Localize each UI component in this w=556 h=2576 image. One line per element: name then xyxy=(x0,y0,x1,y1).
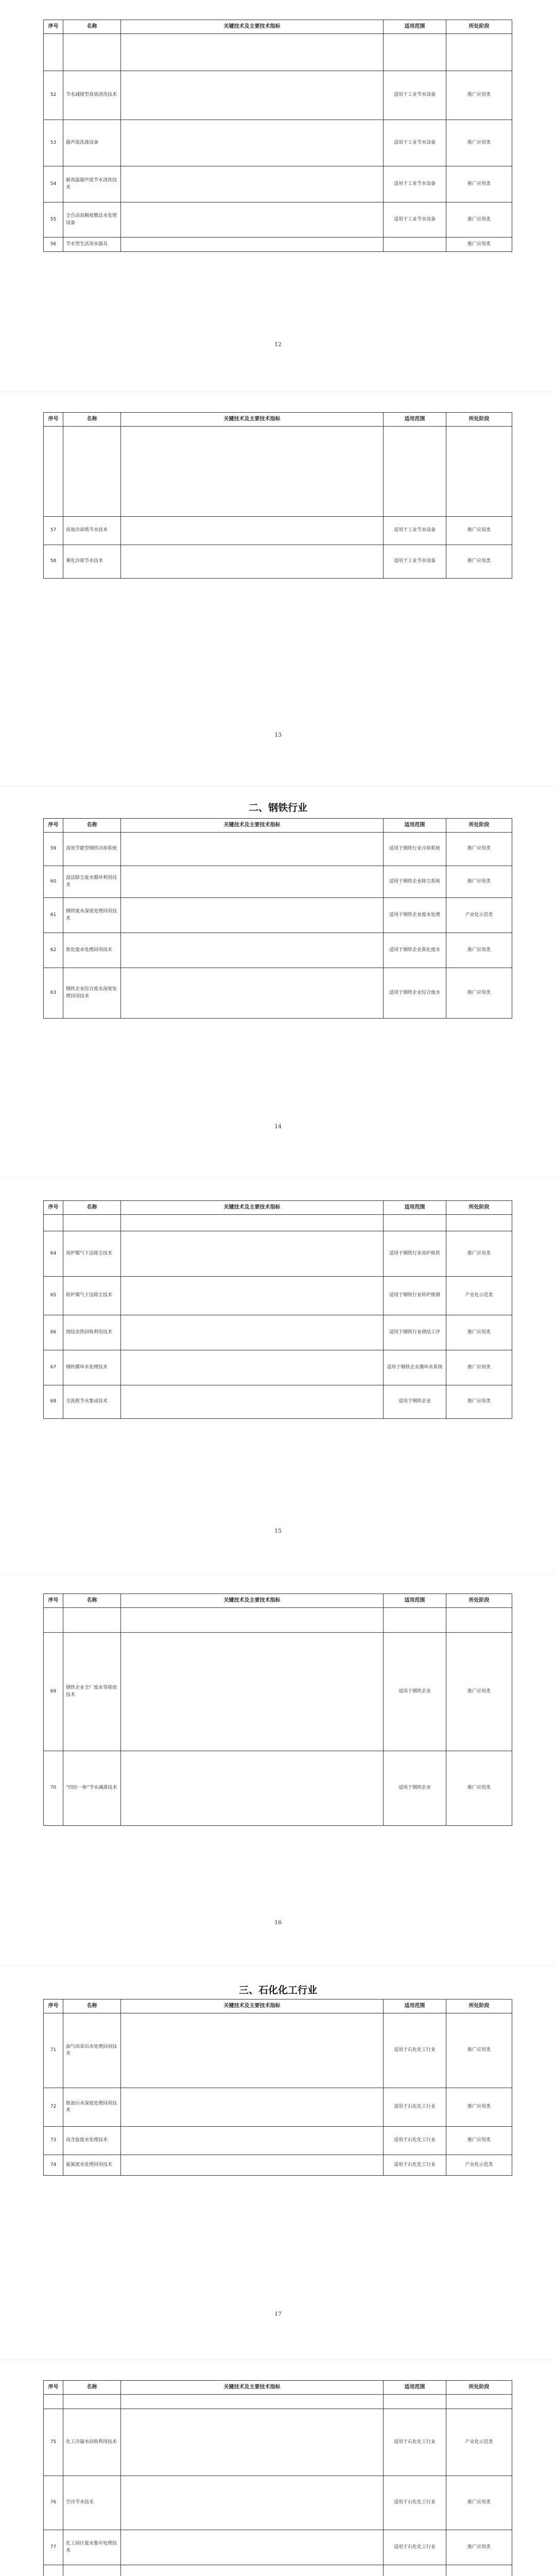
row-promotion: 推广应用类 xyxy=(446,166,512,202)
row-desc xyxy=(121,166,384,202)
page-divider xyxy=(0,1177,556,1178)
row-name: 节水减排型高效清洗技术 xyxy=(63,71,121,120)
row-promotion: 推广应用类 xyxy=(446,2088,512,2127)
row-no: 74 xyxy=(44,2155,63,2176)
row-desc xyxy=(121,1751,384,1826)
row-no: 67 xyxy=(44,1350,63,1385)
row-desc xyxy=(121,2476,384,2530)
technology-table xyxy=(43,412,512,579)
row-promotion: 推广应用类 xyxy=(446,202,512,238)
header-scope: 适用范围 xyxy=(384,1201,446,1215)
row-scope xyxy=(384,1215,446,1231)
row-name xyxy=(63,1215,121,1231)
row-no: 76 xyxy=(44,2476,63,2530)
table-row xyxy=(44,166,512,202)
row-promotion: 推广应用类 xyxy=(446,2530,512,2565)
page-number: 16 xyxy=(274,1919,282,1926)
row-scope: 适用于石化化工行业 xyxy=(384,2155,446,2176)
row-no xyxy=(44,1215,63,1231)
row-scope: 适用于钢铁行业转炉炼钢 xyxy=(384,1277,446,1315)
table-row xyxy=(44,202,512,238)
table-header-row xyxy=(44,1999,512,2013)
row-name xyxy=(63,2395,121,2409)
row-name: 雾化冷却节水技术 xyxy=(63,545,121,579)
row-scope: 适用于钢铁行业高炉炼铁 xyxy=(384,1231,446,1277)
technology-table xyxy=(43,1200,512,1419)
row-no: 52 xyxy=(44,71,63,120)
row-scope: 适用于工业节水设备 xyxy=(384,120,446,166)
row-name: 炼油污水深度处理回用技术 xyxy=(63,2088,121,2127)
row-name: 高炉煤气干法除尘技术 xyxy=(63,1231,121,1277)
row-no: 56 xyxy=(44,238,63,252)
row-desc xyxy=(121,2565,384,2576)
row-scope: 适用于石化化工行业 xyxy=(384,2088,446,2127)
row-no: 54 xyxy=(44,166,63,202)
row-desc xyxy=(121,2530,384,2565)
row-scope xyxy=(384,1608,446,1633)
row-scope: 适用于工业节水设备 xyxy=(384,71,446,120)
page-number: 14 xyxy=(274,1123,282,1130)
row-scope: 适用于石化化工行业 xyxy=(384,2476,446,2530)
row-no: 73 xyxy=(44,2127,63,2155)
row-promotion: 推广应用类 xyxy=(446,1350,512,1385)
table-row xyxy=(44,1277,512,1315)
row-desc xyxy=(121,2409,384,2476)
section-title: 二、钢铁行业 xyxy=(248,802,307,814)
table-row xyxy=(44,1633,512,1751)
row-no xyxy=(44,34,63,71)
page-number: 15 xyxy=(274,1528,282,1534)
row-promotion xyxy=(446,34,512,71)
row-no: 65 xyxy=(44,1277,63,1315)
header-promotion: 所处阶段 xyxy=(446,2381,512,2395)
row-promotion: 产业化示范类 xyxy=(446,2155,512,2176)
row-scope: 适用于钢铁行业冷却系统 xyxy=(384,833,446,866)
technology-table xyxy=(43,20,512,252)
row-name: 耐高温超声波节水清洗技术 xyxy=(63,166,121,202)
table-row xyxy=(44,2155,512,2176)
header-desc: 关键技术及主要技术指标 xyxy=(121,1201,384,1215)
row-scope xyxy=(384,2395,446,2409)
row-scope: 适用于石化化工行业 xyxy=(384,2530,446,2565)
row-promotion: 推广应用类 xyxy=(446,2013,512,2088)
row-promotion: 推广应用类 xyxy=(446,2127,512,2155)
row-promotion: 推广应用类 xyxy=(446,1231,512,1277)
table-row xyxy=(44,517,512,545)
header-desc: 关键技术及主要技术指标 xyxy=(121,1594,384,1608)
row-desc xyxy=(121,2395,384,2409)
row-name: 高效冷却塔节水技术 xyxy=(63,517,121,545)
row-name: “四位一体”节水减排技术 xyxy=(63,1751,121,1826)
row-desc xyxy=(121,1215,384,1231)
header-name: 名称 xyxy=(63,1999,121,2013)
row-scope: 适用于钢铁企业废水处理 xyxy=(384,898,446,933)
table-row xyxy=(44,71,512,120)
page-number: 13 xyxy=(274,732,282,738)
row-no xyxy=(44,427,63,517)
table-row xyxy=(44,1215,512,1231)
header-no: 序号 xyxy=(44,1999,63,2013)
row-desc xyxy=(121,1231,384,1277)
table-row xyxy=(44,2013,512,2088)
row-promotion: 产业化示范类 xyxy=(446,2409,512,2476)
row-scope xyxy=(384,427,446,517)
row-name xyxy=(63,2565,121,2576)
row-no xyxy=(44,2395,63,2409)
row-desc xyxy=(121,1608,384,1633)
row-scope: 适用于钢铁企业 xyxy=(384,1751,446,1826)
row-name xyxy=(63,427,121,517)
row-scope xyxy=(384,34,446,71)
row-name: 氨氮废水处理回用技术 xyxy=(63,2155,121,2176)
row-scope: 适用于钢铁企业 xyxy=(384,1633,446,1751)
row-desc xyxy=(121,2155,384,2176)
table-row xyxy=(44,833,512,866)
technology-table xyxy=(43,1999,512,2176)
table-row xyxy=(44,968,512,1019)
row-name: 节水型生活用水器具 xyxy=(63,238,121,252)
header-no: 序号 xyxy=(44,1594,63,1608)
row-desc xyxy=(121,833,384,866)
table-row xyxy=(44,1385,512,1419)
header-desc: 关键技术及主要技术指标 xyxy=(121,413,384,427)
row-promotion: 推广应用类 xyxy=(446,517,512,545)
row-scope: 适用于石化化工行业 xyxy=(384,2013,446,2088)
row-desc xyxy=(121,545,384,579)
row-scope: 适用于工业节水设备 xyxy=(384,517,446,545)
row-scope: 适用于钢铁企业循环水系统 xyxy=(384,1350,446,1385)
row-no: 62 xyxy=(44,933,63,968)
row-promotion: 推广应用类 xyxy=(446,71,512,120)
row-no: 64 xyxy=(44,1231,63,1277)
row-scope xyxy=(384,2565,446,2576)
technology-table xyxy=(43,1594,512,1826)
header-name: 名称 xyxy=(63,1201,121,1215)
row-promotion: 推广应用类 xyxy=(446,1751,512,1826)
row-no: 70 xyxy=(44,1751,63,1826)
row-promotion: 推广应用类 xyxy=(446,1385,512,1419)
header-scope: 适用范围 xyxy=(384,819,446,833)
header-promotion: 所处阶段 xyxy=(446,819,512,833)
table-row xyxy=(44,2476,512,2530)
row-name: 高效节能型钢铁冷却系统 xyxy=(63,833,121,866)
row-name: 化工冷凝水回收利用技术 xyxy=(63,2409,121,2476)
row-scope: 适用于工业节水设备 xyxy=(384,545,446,579)
row-promotion: 推广应用类 xyxy=(446,120,512,166)
row-scope xyxy=(384,238,446,252)
table-row xyxy=(44,427,512,517)
table-row xyxy=(44,898,512,933)
header-promotion: 所处阶段 xyxy=(446,1999,512,2013)
row-promotion: 推广应用类 xyxy=(446,545,512,579)
table-header-row xyxy=(44,819,512,833)
row-promotion: 推广应用类 xyxy=(446,238,512,252)
page-number: 12 xyxy=(274,341,282,348)
row-desc xyxy=(121,517,384,545)
row-promotion: 推广应用类 xyxy=(446,1633,512,1751)
table-row xyxy=(44,1315,512,1350)
row-no: 72 xyxy=(44,2088,63,2127)
row-scope: 适用于石化化工行业 xyxy=(384,2409,446,2476)
header-no: 序号 xyxy=(44,413,63,427)
table-header-row xyxy=(44,20,512,34)
row-promotion: 推广应用类 xyxy=(446,866,512,898)
row-no: 66 xyxy=(44,1315,63,1350)
header-scope: 适用范围 xyxy=(384,1999,446,2013)
row-name: 全自动高精度膜法水处理设备 xyxy=(63,202,121,238)
header-no: 序号 xyxy=(44,20,63,34)
row-name xyxy=(63,1608,121,1633)
row-name: 油气田采出水处理回用技术 xyxy=(63,2013,121,2088)
row-desc xyxy=(121,34,384,71)
table-header-row xyxy=(44,1201,512,1215)
header-desc: 关键技术及主要技术指标 xyxy=(121,819,384,833)
row-name: 焦化废水处理回用技术 xyxy=(63,933,121,968)
table-row xyxy=(44,2395,512,2409)
row-no: 68 xyxy=(44,1385,63,1419)
row-name: 钢铁企业全厂废水零排放技术 xyxy=(63,1633,121,1751)
table-row xyxy=(44,1751,512,1826)
row-promotion: 推广应用类 xyxy=(446,2476,512,2530)
page-divider xyxy=(0,1965,556,1966)
row-scope: 适用于石化化工行业 xyxy=(384,2127,446,2155)
header-name: 名称 xyxy=(63,20,121,34)
row-no: 63 xyxy=(44,968,63,1019)
technology-table xyxy=(43,2380,512,2576)
row-desc xyxy=(121,2088,384,2127)
row-no: 71 xyxy=(44,2013,63,2088)
row-no: 57 xyxy=(44,517,63,545)
row-promotion xyxy=(446,427,512,517)
row-name: 化工园区废水集中处理技术 xyxy=(63,2530,121,2565)
row-no: 53 xyxy=(44,120,63,166)
header-no: 序号 xyxy=(44,2381,63,2395)
row-desc xyxy=(121,1350,384,1385)
row-promotion: 产业化示范类 xyxy=(446,1277,512,1315)
row-no: 60 xyxy=(44,866,63,898)
row-name: 钢铁废水深度处理回用技术 xyxy=(63,898,121,933)
row-name: 钢铁企业综合废水深度处理回用技术 xyxy=(63,968,121,1019)
row-no: 77 xyxy=(44,2530,63,2565)
header-name: 名称 xyxy=(63,2381,121,2395)
row-desc xyxy=(121,968,384,1019)
row-no: 55 xyxy=(44,202,63,238)
row-name xyxy=(63,34,121,71)
row-promotion: 推广应用类 xyxy=(446,968,512,1019)
row-scope: 适用于钢铁行业烧结工序 xyxy=(384,1315,446,1350)
technology-table xyxy=(43,818,512,1019)
row-promotion: 推广应用类 xyxy=(446,833,512,866)
row-promotion: 推广应用类 xyxy=(446,1315,512,1350)
header-promotion: 所处阶段 xyxy=(446,20,512,34)
row-name: 高含盐废水处理技术 xyxy=(63,2127,121,2155)
row-promotion: 推广应用类 xyxy=(446,933,512,968)
row-no: 58 xyxy=(44,545,63,579)
header-scope: 适用范围 xyxy=(384,2381,446,2395)
header-promotion: 所处阶段 xyxy=(446,1594,512,1608)
row-desc xyxy=(121,866,384,898)
table-row xyxy=(44,1231,512,1277)
header-name: 名称 xyxy=(63,819,121,833)
header-no: 序号 xyxy=(44,819,63,833)
row-name: 湿法除尘废水循环利用技术 xyxy=(63,866,121,898)
row-promotion xyxy=(446,2565,512,2576)
header-desc: 关键技术及主要技术指标 xyxy=(121,20,384,34)
table-row xyxy=(44,1608,512,1633)
section-title: 三、石化化工行业 xyxy=(238,1985,317,1996)
table-row xyxy=(44,238,512,252)
table-header-row xyxy=(44,1594,512,1608)
page-number: 17 xyxy=(274,2311,282,2317)
row-no xyxy=(44,2565,63,2576)
row-promotion xyxy=(446,1608,512,1633)
row-promotion: 产业化示范类 xyxy=(446,898,512,933)
row-desc xyxy=(121,238,384,252)
row-desc xyxy=(121,202,384,238)
row-desc xyxy=(121,2013,384,2088)
row-scope: 适用于钢铁企业除尘系统 xyxy=(384,866,446,898)
row-desc xyxy=(121,427,384,517)
row-name: 转炉煤气干法除尘技术 xyxy=(63,1277,121,1315)
table-row xyxy=(44,2127,512,2155)
row-desc xyxy=(121,2127,384,2155)
table-row xyxy=(44,933,512,968)
row-name: 烧结余热回收利用技术 xyxy=(63,1315,121,1350)
row-desc xyxy=(121,1633,384,1751)
row-desc xyxy=(121,933,384,968)
row-name: 钢铁循环水处理技术 xyxy=(63,1350,121,1385)
header-promotion: 所处阶段 xyxy=(446,1201,512,1215)
header-desc: 关键技术及主要技术指标 xyxy=(121,1999,384,2013)
row-desc xyxy=(121,1385,384,1419)
header-scope: 适用范围 xyxy=(384,413,446,427)
row-desc xyxy=(121,71,384,120)
table-row xyxy=(44,545,512,579)
table-header-row xyxy=(44,413,512,427)
header-no: 序号 xyxy=(44,1201,63,1215)
header-name: 名称 xyxy=(63,1594,121,1608)
row-name: 空冷节水技术 xyxy=(63,2476,121,2530)
row-desc xyxy=(121,898,384,933)
table-row xyxy=(44,120,512,166)
table-row xyxy=(44,2530,512,2565)
row-no: 59 xyxy=(44,833,63,866)
header-scope: 适用范围 xyxy=(384,1594,446,1608)
row-scope: 适用于钢铁企业焦化废水 xyxy=(384,933,446,968)
header-scope: 适用范围 xyxy=(384,20,446,34)
row-promotion xyxy=(446,1215,512,1231)
row-scope: 适用于工业节水设备 xyxy=(384,202,446,238)
row-scope: 适用于钢铁企业 xyxy=(384,1385,446,1419)
table-row xyxy=(44,866,512,898)
table-row xyxy=(44,2565,512,2576)
row-no: 75 xyxy=(44,2409,63,2476)
table-row xyxy=(44,34,512,71)
row-desc xyxy=(121,1277,384,1315)
table-row xyxy=(44,2088,512,2127)
header-desc: 关键技术及主要技术指标 xyxy=(121,2381,384,2395)
header-promotion: 所处阶段 xyxy=(446,413,512,427)
table-header-row xyxy=(44,2381,512,2395)
table-row xyxy=(44,1350,512,1385)
row-name: 超声波洗涤设备 xyxy=(63,120,121,166)
header-name: 名称 xyxy=(63,413,121,427)
row-no xyxy=(44,1608,63,1633)
row-promotion xyxy=(446,2395,512,2409)
row-no: 69 xyxy=(44,1633,63,1751)
row-desc xyxy=(121,120,384,166)
row-no: 61 xyxy=(44,898,63,933)
row-scope: 适用于工业节水设备 xyxy=(384,166,446,202)
row-name: 全流程节水集成技术 xyxy=(63,1385,121,1419)
row-desc xyxy=(121,1315,384,1350)
row-scope: 适用于钢铁企业综合废水 xyxy=(384,968,446,1019)
table-row xyxy=(44,2409,512,2476)
